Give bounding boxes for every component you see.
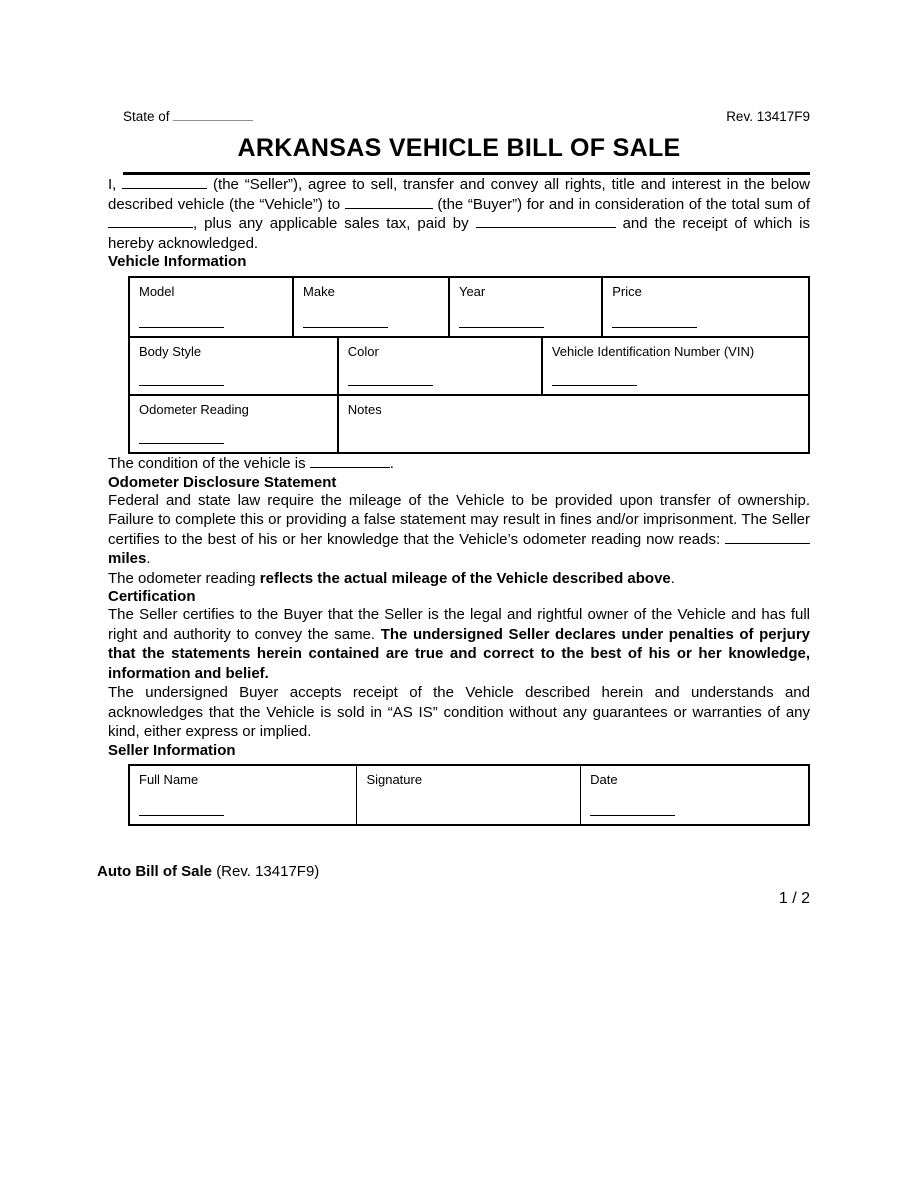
cell-label-body-style: Body Style — [139, 344, 202, 359]
cell-label-date: Date — [590, 771, 618, 787]
vehicle-cell-body-style — [130, 338, 337, 394]
condition-text: The condition of the vehicle is — [108, 455, 306, 472]
footer-doc-rev: (Rev. 13417F9) — [216, 862, 320, 880]
intro-text-4: , plus any applicable sales tax, paid by — [193, 215, 469, 232]
seller-cell-date — [580, 766, 808, 824]
table-row — [130, 394, 808, 452]
price-field-blank[interactable] — [612, 317, 697, 328]
color-field-blank[interactable] — [348, 375, 433, 386]
vehicle-cell-year — [448, 278, 601, 336]
odometer-miles-blank[interactable] — [725, 531, 810, 544]
condition-period: . — [389, 455, 394, 472]
seller-information-table — [128, 764, 810, 826]
seller-name-blank[interactable] — [122, 176, 207, 189]
page-indicator: 1 / 2 — [778, 889, 810, 907]
cell-label-model: Model — [139, 284, 175, 299]
state-name-blank[interactable] — [173, 108, 253, 121]
reading-bold-text: reflects the actual mileage of the Vehicle described above — [259, 569, 671, 587]
odometer-miles-word: miles — [108, 550, 147, 567]
revision-label: Rev. 13417F9 — [726, 109, 810, 124]
vehicle-information-table — [128, 276, 810, 454]
vehicle-cell-price — [601, 278, 808, 336]
intro-text-1: I, — [108, 176, 117, 193]
document-footer — [97, 863, 810, 880]
certification-heading: Certification — [108, 588, 196, 605]
vin-field-blank[interactable] — [552, 375, 637, 386]
vehicle-cell-vin — [541, 338, 808, 394]
cell-label-notes: Notes — [347, 402, 382, 417]
odometer-disclosure-paragraph — [108, 491, 810, 569]
condition-blank[interactable] — [310, 455, 390, 468]
vehicle-cell-odometer — [130, 396, 337, 452]
cell-label-color: Color — [347, 344, 379, 359]
cell-label-vin: Vehicle Identification Number (VIN) — [551, 344, 755, 359]
cell-label-price: Price — [612, 284, 642, 299]
page-header — [108, 108, 810, 124]
body-style-field-blank[interactable] — [139, 375, 224, 386]
reading-text: The odometer reading — [108, 569, 256, 587]
certification-bold-text: The undersigned Seller declares under penalties of perjury that the statements herein contained are true and correct to the best of his or her knowledge, information and belief. — [108, 625, 811, 682]
condition-line — [108, 454, 810, 474]
page-title: ARKANSAS VEHICLE BILL OF SALE — [237, 134, 681, 162]
odometer-text: Federal and state law require the mileage of the Vehicle to be provided upon transfer of ownership. Failure to complete this or providing a false statement may result in fines and/or imprisonment. The Seller certifies to the best of his or her knowledge that the Vehicle’s odometer reading now reads: — [108, 491, 810, 548]
vehicle-cell-make — [292, 278, 448, 336]
model-field-blank[interactable] — [139, 317, 224, 328]
table-row — [130, 278, 808, 336]
full-name-field-blank[interactable] — [139, 805, 224, 816]
intro-paragraph — [108, 175, 810, 253]
cell-label-full-name: Full Name — [139, 771, 199, 787]
date-field-blank[interactable] — [590, 805, 675, 816]
vehicle-cell-color — [337, 338, 541, 394]
cell-label-make: Make — [303, 284, 335, 299]
table-row — [130, 766, 808, 824]
intro-text-2: (the “Seller”), agree to sell, transfer and convey all rights, title and interest in the below described vehicle (the “Vehicle”) to — [108, 176, 811, 213]
table-row — [130, 336, 808, 394]
seller-information-heading: Seller Information — [108, 741, 236, 759]
footer-doc-title: Auto Bill of Sale — [97, 862, 213, 880]
certification-paragraph — [108, 605, 810, 683]
vehicle-information-heading: Vehicle Information — [108, 253, 247, 270]
odometer-disclosure-heading: Odometer Disclosure Statement — [108, 473, 337, 491]
total-sum-blank[interactable] — [108, 215, 193, 228]
state-of-label: State of — [123, 109, 170, 124]
intro-text-5: and the receipt of which is hereby acknowledged. — [108, 215, 811, 252]
cell-label-signature: Signature — [366, 771, 423, 787]
state-of-line — [123, 108, 253, 124]
vehicle-cell-model — [130, 278, 292, 336]
cell-label-odometer: Odometer Reading — [139, 402, 249, 417]
intro-text-3: (the “Buyer”) for and in consideration of the total sum of — [437, 195, 811, 213]
odometer-reading-line — [108, 569, 810, 589]
cell-label-year: Year — [458, 284, 486, 299]
odometer-period: . — [146, 550, 151, 567]
make-field-blank[interactable] — [303, 317, 388, 328]
odometer-field-blank[interactable] — [139, 433, 224, 444]
seller-cell-signature — [356, 766, 580, 824]
buyer-acceptance-paragraph: The undersigned Buyer accepts receipt of the Vehicle described herein and understands and acknowledges that the Vehicle is sold in “AS IS” condition without any guarantees or warranties of any kind, either express or implied. — [108, 684, 810, 740]
seller-cell-full-name — [130, 766, 356, 824]
year-field-blank[interactable] — [459, 317, 544, 328]
buyer-name-blank[interactable] — [345, 196, 433, 209]
paid-by-blank[interactable] — [476, 215, 616, 228]
certification-text: The Seller certifies to the Buyer that the Seller is the legal and rightful owner of the Vehicle and has full right and authority to convey the same. — [108, 606, 810, 643]
vehicle-cell-notes — [337, 396, 808, 452]
reading-period: . — [670, 569, 675, 587]
